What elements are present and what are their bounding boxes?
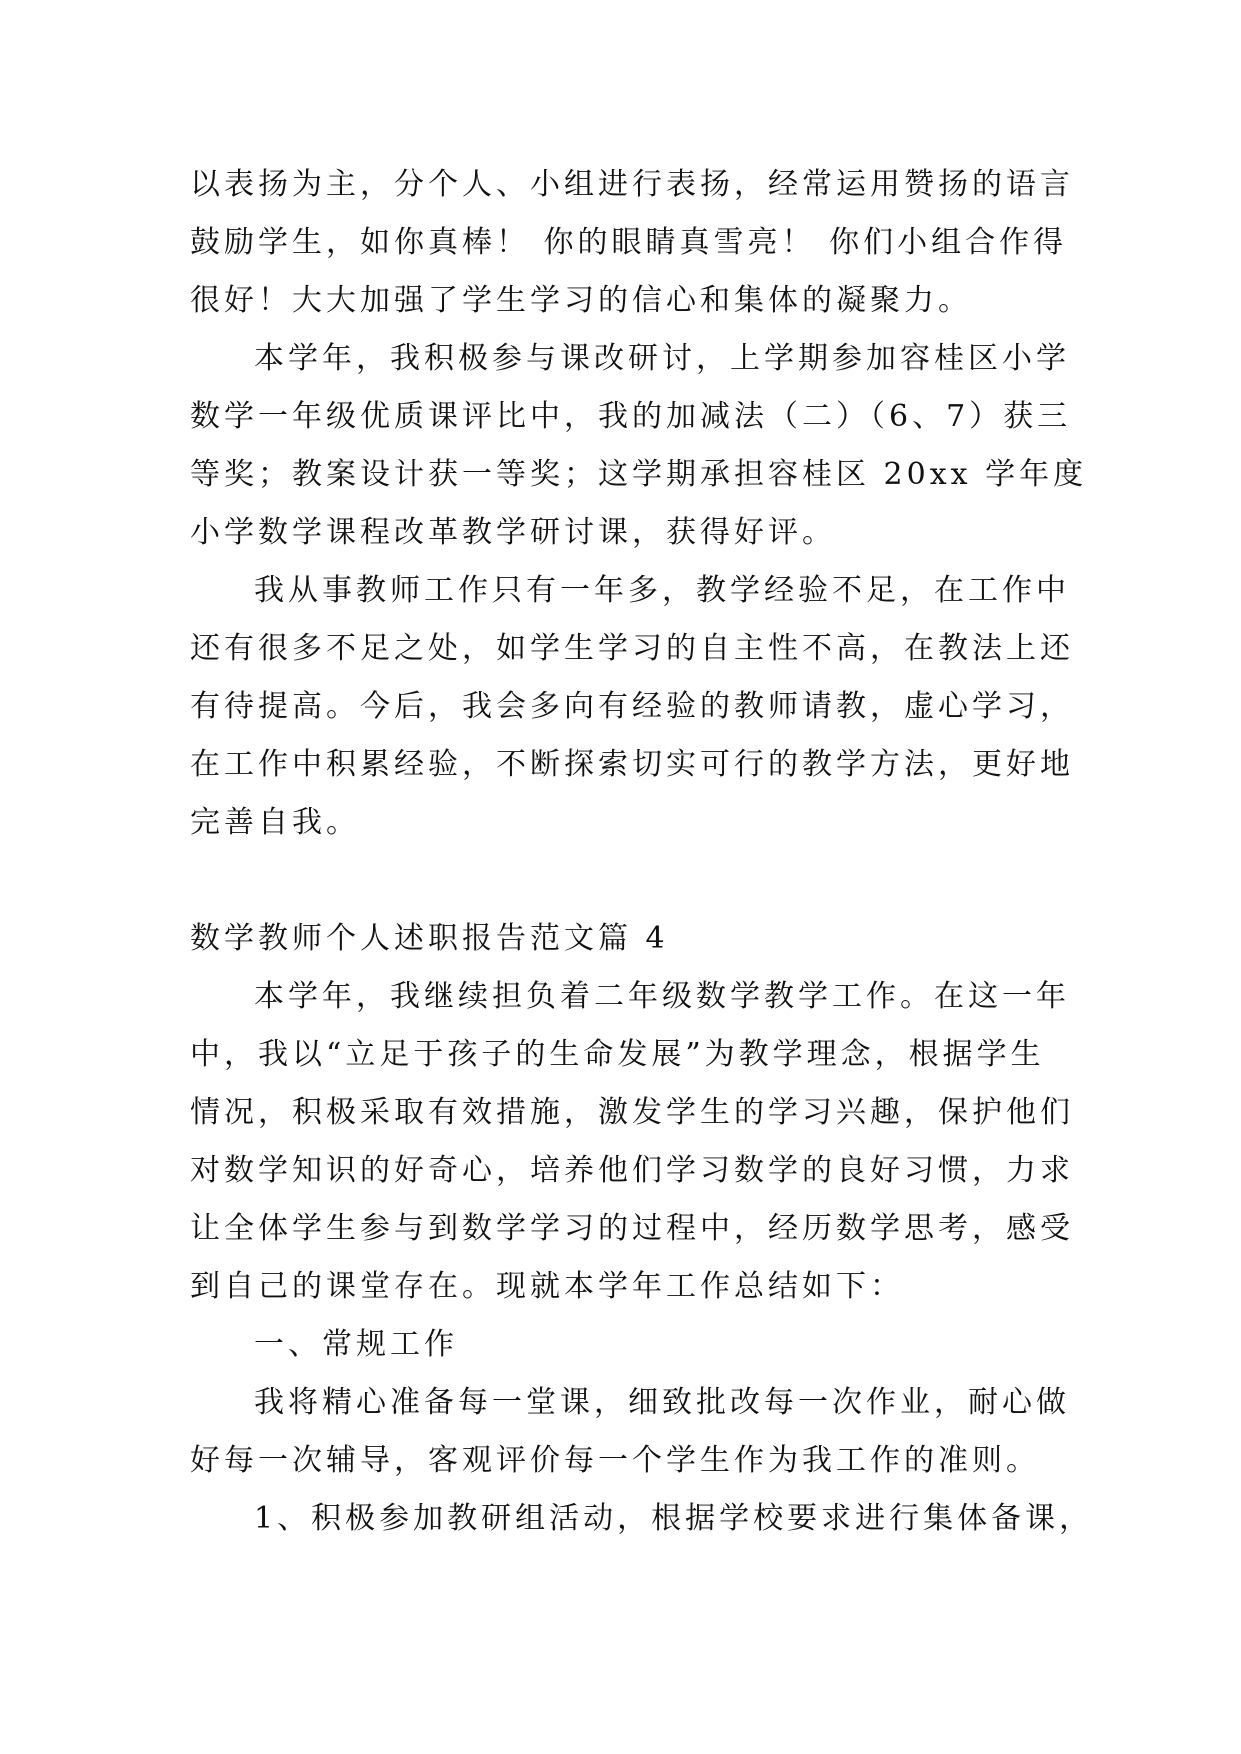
text-line: 数学一年级优质课评比中，我的加减法（二）（6、7）获三 <box>190 399 1072 434</box>
text-line: 等奖；教案设计获一等奖；这学期承担容桂区 20xx 学年度 <box>190 457 1088 492</box>
text-line: 鼓励学生，如你真棒！ 你的眼睛真雪亮！ 你们小组合作得 <box>190 225 1068 260</box>
text-line: 中，我以“立足于孩子的生命发展”为教学理念，根据学生 <box>190 1037 1045 1072</box>
text-line: 本学年，我积极参与课改研讨，上学期参加容桂区小学 <box>254 341 1070 376</box>
document-body <box>190 156 1094 1548</box>
list-item: 1、积极参加教研组活动，根据学校要求进行集体备课， <box>254 1501 1094 1536</box>
text-line: 有待提高。今后，我会多向有经验的教师请教，虚心学习， <box>190 689 1074 724</box>
text-line: 对数学知识的好奇心，培养他们学习数学的良好习惯，力求 <box>190 1153 1074 1188</box>
text-line: 在工作中积累经验，不断探索切实可行的教学方法，更好地 <box>190 747 1074 782</box>
text-line: 情况，积极采取有效措施，激发学生的学习兴趣，保护他们 <box>190 1095 1074 1130</box>
text-line: 我从事教师工作只有一年多，教学经验不足，在工作中 <box>254 573 1070 608</box>
text-line: 以表扬为主，分个人、小组进行表扬，经常运用赞扬的语言 <box>190 167 1074 202</box>
paragraph <box>190 156 1074 330</box>
subheading: 一、常规工作 <box>254 1327 458 1362</box>
text-line: 小学数学课程改革教学研讨课，获得好评。 <box>190 515 836 550</box>
text-line: 本学年，我继续担负着二年级数学教学工作。在这一年 <box>254 979 1070 1014</box>
text-line: 完善自我。 <box>190 805 360 840</box>
text-line: 到自己的课堂存在。现就本学年工作总结如下： <box>190 1269 904 1304</box>
paragraph <box>190 562 1074 852</box>
text-line: 让全体学生参与到数学学习的过程中，经历数学思考，感受 <box>190 1211 1074 1246</box>
text-line: 好每一次辅导，客观评价每一个学生作为我工作的准则。 <box>190 1443 1040 1478</box>
text-line: 很好！大大加强了学生学习的信心和集体的凝聚力。 <box>190 283 972 318</box>
paragraph <box>190 1374 1070 1490</box>
paragraph <box>190 968 1074 1316</box>
text-line: 我将精心准备每一堂课，细致批改每一次作业，耐心做 <box>254 1385 1070 1420</box>
section-title: 数学教师个人述职报告范文篇 4 <box>190 921 669 956</box>
paragraph <box>190 330 1088 562</box>
text-line: 还有很多不足之处，如学生学习的自主性不高，在教法上还 <box>190 631 1074 666</box>
